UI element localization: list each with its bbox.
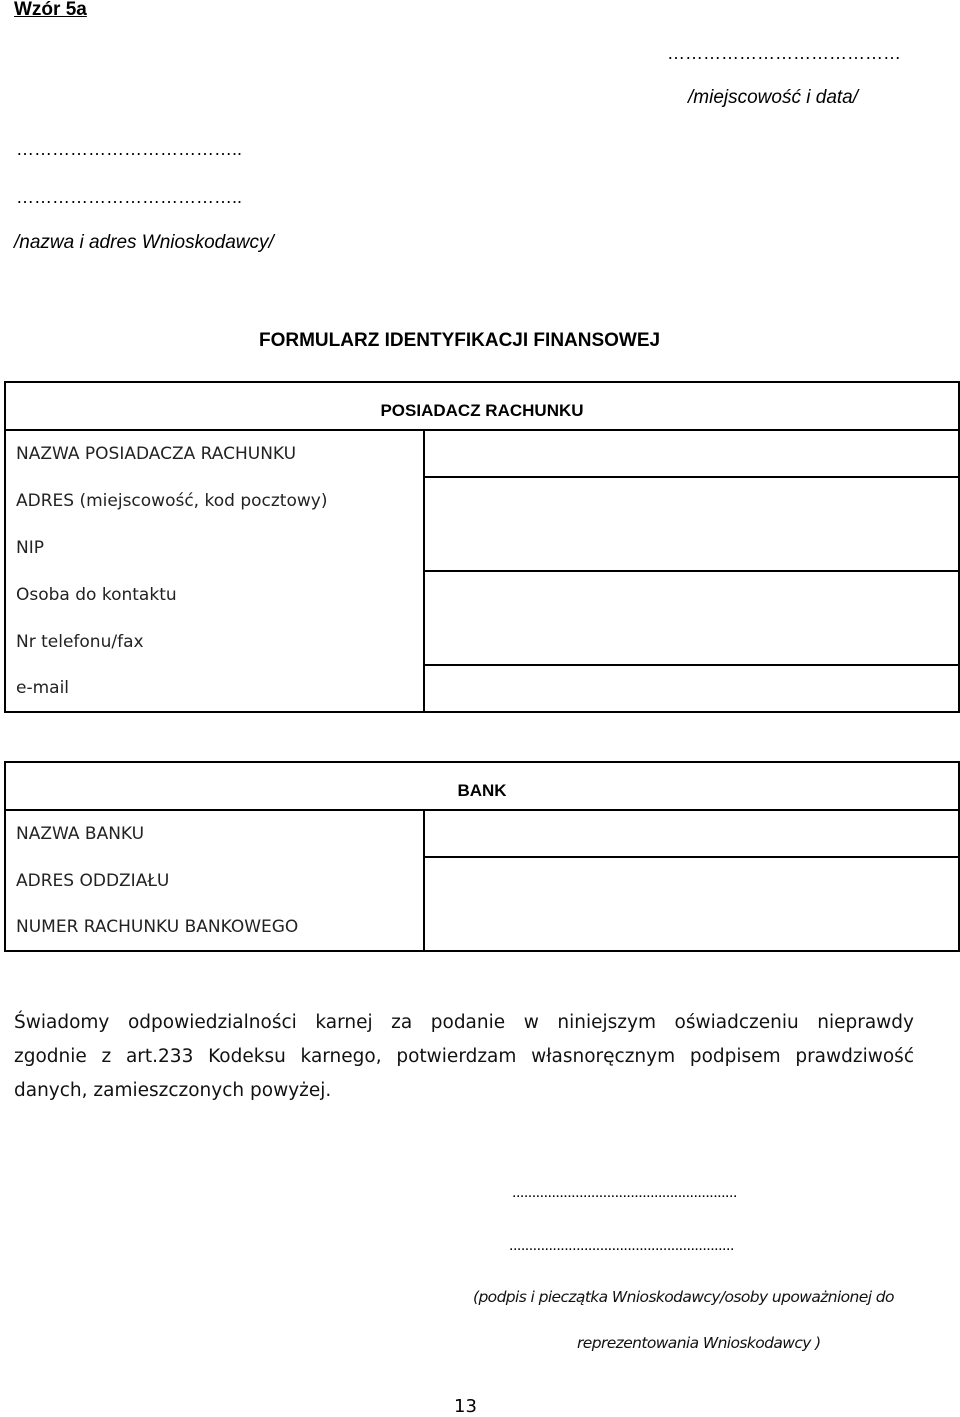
document-label: Wzór 5a xyxy=(14,0,87,20)
declaration-line: zgodnie z art.233 Kodeksu karnego, potwierdzam własnoręcznym podpisem prawdziwość xyxy=(14,1046,914,1067)
declaration-text xyxy=(14,1006,914,1108)
field-value-address[interactable] xyxy=(424,477,959,524)
declaration-line: Świadomy odpowiedzialności karnej za podanie w niniejszym oświadczeniu nieprawdy xyxy=(14,1012,914,1033)
page-number: 13 xyxy=(454,1396,477,1417)
bank-header: BANK xyxy=(5,762,959,810)
field-label-contact-person: Osoba do kontaktu xyxy=(5,571,424,618)
signature-dots-1: ......................................................... xyxy=(512,1184,737,1201)
place-date-caption: /miejscowość i data/ xyxy=(688,87,859,108)
place-date-dots: ………………………………… xyxy=(667,43,901,63)
field-value-phone-fax[interactable] xyxy=(424,618,959,665)
form-title: FORMULARZ IDENTYFIKACJI FINANSOWEJ xyxy=(259,330,661,351)
account-holder-table xyxy=(4,381,960,713)
field-label-account-number: NUMER RACHUNKU BANKOWEGO xyxy=(5,904,424,951)
field-value-account-holder-name[interactable] xyxy=(424,430,959,477)
signature-dots-2: ......................................................... xyxy=(509,1237,734,1254)
field-label-email: e-mail xyxy=(5,665,424,712)
field-value-account-number[interactable] xyxy=(424,904,959,951)
declaration-line: danych, zamieszczonych powyżej. xyxy=(14,1080,332,1101)
field-label-nip: NIP xyxy=(5,524,424,571)
bank-table xyxy=(4,761,960,952)
field-value-contact-person[interactable] xyxy=(424,571,959,618)
field-label-address: ADRES (miejscowość, kod pocztowy) xyxy=(5,477,424,524)
account-holder-header: POSIADACZ RACHUNKU xyxy=(5,382,959,430)
field-value-email[interactable] xyxy=(424,665,959,712)
field-value-nip[interactable] xyxy=(424,524,959,571)
field-value-branch-address[interactable] xyxy=(424,857,959,904)
applicant-dots-2: ……………………………….. xyxy=(16,187,243,207)
applicant-caption: /nazwa i adres Wnioskodawcy/ xyxy=(14,232,274,253)
signature-caption-line1: (podpis i pieczątka Wnioskodawcy/osoby upoważnionej do xyxy=(473,1288,894,1306)
field-label-account-holder-name: NAZWA POSIADACZA RACHUNKU xyxy=(5,430,424,477)
field-label-bank-name: NAZWA BANKU xyxy=(5,810,424,857)
signature-caption-line2: reprezentowania Wnioskodawcy ) xyxy=(577,1334,821,1352)
applicant-dots-1: ……………………………….. xyxy=(16,139,243,159)
field-label-phone-fax: Nr telefonu/fax xyxy=(5,618,424,665)
field-label-branch-address: ADRES ODDZIAŁU xyxy=(5,857,424,904)
field-value-bank-name[interactable] xyxy=(424,810,959,857)
